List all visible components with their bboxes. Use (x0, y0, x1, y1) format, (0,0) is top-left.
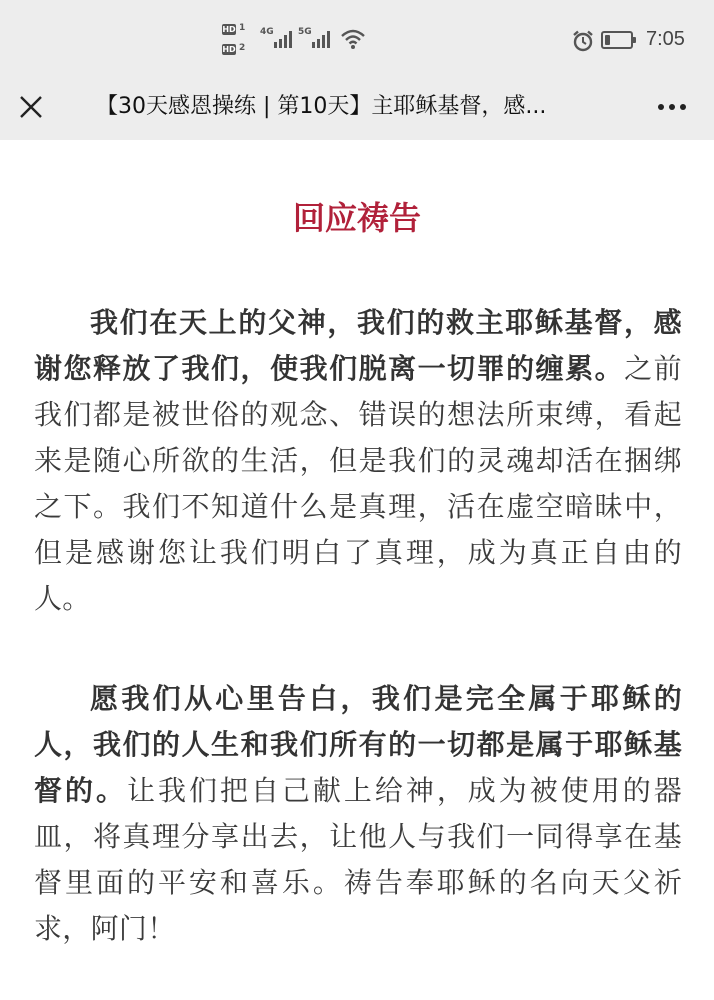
battery-fill (605, 35, 610, 45)
paragraph-2-bold: 愿我们从心里告白，我们是完全属于耶稣的人，我们的人生和我们所有的一切都是属于耶稣基督的。 (34, 682, 682, 807)
paragraph-2-text: 让我们把自己献上给神，成为被使用的器皿，将真理分享出去，让他人与我们一同得享在基督里面的平安和喜乐。祷告奉耶稣的名向天父祈求，阿门！ (34, 774, 683, 945)
paragraph-2 (34, 676, 682, 952)
close-button[interactable] (14, 90, 48, 124)
title-bar (0, 82, 714, 140)
signal-icon (312, 30, 330, 48)
sim2-number: 2 (239, 43, 246, 53)
paragraph-1-text: 之前我们都是被世俗的观念、错误的想法所束缚，看起来是随心所欲的生活，但是我们的灵魂却活在捆绑之下。我们不知道什么是真理，活在虚空暗昧中，但是感谢您让我们明白了真理，成为真正自由的人。 (34, 352, 682, 615)
wifi-icon (340, 28, 366, 54)
battery-icon (601, 31, 633, 49)
alarm-clock-icon (572, 30, 594, 56)
more-icon (658, 104, 664, 110)
paragraph-1-bold: 我们在天上的父神，我们的救主耶稣基督，感谢您释放了我们，使我们脱离一切罪的缠累。 (34, 306, 682, 385)
article-content (0, 140, 714, 1000)
signal-icon (274, 30, 292, 48)
network-type-sim2: 5G (298, 27, 312, 37)
article-heading: 回应祷告 (292, 199, 421, 237)
close-icon (14, 90, 48, 124)
more-button[interactable] (650, 90, 694, 124)
paragraph-1 (34, 300, 682, 622)
sim1-number: 1 (239, 23, 246, 33)
network-type-sim1: 4G (260, 27, 274, 37)
page-title: 【30天感恩操练 | 第10天】主耶稣基督，感... (96, 94, 547, 119)
status-time: 7:05 (646, 28, 685, 50)
hd-badge-sim2: HD (222, 45, 236, 54)
status-bar (0, 0, 714, 82)
hd-badge-sim1: HD (222, 25, 236, 34)
